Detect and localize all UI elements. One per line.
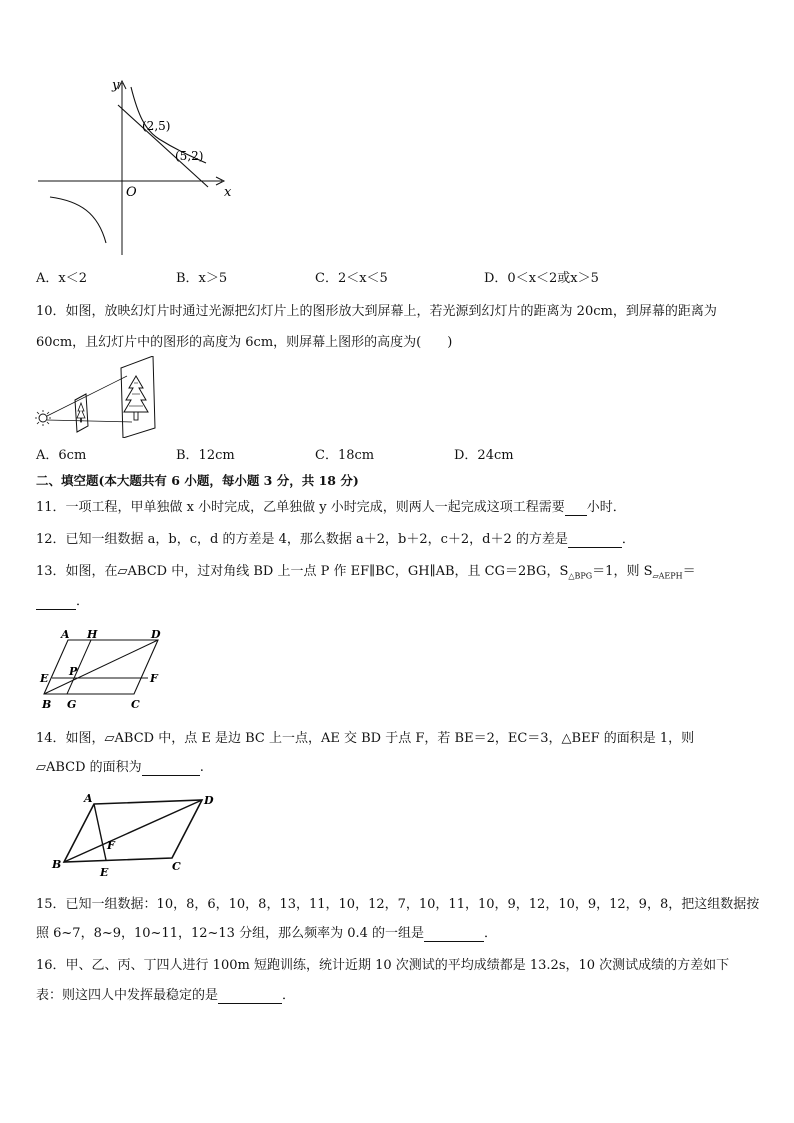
q11-line: [36, 500, 626, 516]
label-H: H: [87, 628, 98, 641]
label-D: D: [204, 794, 214, 807]
q9-option-d: D．0＜x＜2或x＞5: [484, 271, 599, 286]
point-label-b: (5,2): [175, 149, 204, 163]
q10-option-b: B．12cm: [176, 448, 235, 463]
projector-figure: [32, 356, 162, 438]
label-B: B: [42, 698, 52, 711]
label-A: A: [61, 628, 70, 641]
q12-text: 12．已知一组数据 a，b，c，d 的方差是 4，那么数据 a＋2，b＋2，c＋2，d＋2 的方差是: [36, 532, 568, 547]
label-F: F: [150, 672, 158, 685]
point-label-a: (2,5): [142, 119, 171, 133]
q11-text-end: 小时．: [586, 500, 626, 515]
label-C: C: [131, 698, 140, 711]
q15-text-end: ．: [484, 926, 498, 941]
section-2-title: 二、填空题(本大题共有 6 小题，每小题 3 分，共 18 分): [36, 473, 359, 488]
q15-line1: 15．已知一组数据：10，8，6，10，8，13，11，10，12，7，10，11，10，9，12，10，9，12，9，8，把这组数据按: [36, 897, 760, 912]
q15-answer-blank[interactable]: [424, 928, 484, 942]
q10-line2: 60cm，且幻灯片中的图形的高度为 6cm，则屏幕上图形的高度为( ): [36, 335, 453, 350]
function-graph: [30, 75, 245, 260]
q9-option-a: A．x＜2: [36, 271, 87, 286]
origin-label: O: [126, 185, 137, 200]
q16-line2: [36, 988, 295, 1004]
q14-answer-blank[interactable]: [142, 762, 200, 776]
q12-text-end: ．: [621, 532, 635, 547]
q13-sub1: △BPG: [568, 571, 593, 581]
q9-option-c: C．2＜x＜5: [315, 271, 388, 286]
q13-line2: [36, 594, 89, 610]
q15-line2: [36, 926, 497, 942]
q10-option-a: A．6cm: [36, 448, 87, 463]
q16-text: 表：则这四人中发挥最稳定的是: [36, 988, 219, 1003]
q10-option-c: C．18cm: [315, 448, 375, 463]
label-B: B: [52, 858, 62, 871]
label-F: F: [107, 839, 115, 852]
label-E: E: [100, 866, 109, 879]
q13-text: 13．如图，在▱ABCD 中，过对角线 BD 上一点 P 作 EF∥BC，GH∥AB，且 CG＝2BG，S: [36, 564, 569, 579]
q16-answer-blank[interactable]: [218, 990, 282, 1004]
label-P: P: [69, 665, 78, 678]
q16-line1: 16．甲、乙、丙、丁四人进行 100m 短跑训练，统计近期 10 次测试的平均成绩都是 13.2s，10 次测试成绩的方差如下: [36, 958, 730, 973]
q9-option-b: B．x＞5: [176, 271, 228, 286]
label-A: A: [84, 792, 93, 805]
label-D: D: [151, 628, 161, 641]
q14-line2: [36, 760, 204, 776]
parallelogram-figure-14: [46, 790, 226, 880]
q13-line2-end: ．: [76, 594, 90, 609]
q14-text-end: .: [199, 760, 204, 775]
label-G: G: [67, 698, 77, 711]
q10-line1: 10．如图，放映幻灯片时通过光源把幻灯片上的图形放大到屏幕上，若光源到幻灯片的距离为 20cm，到屏幕的距离为: [36, 304, 717, 319]
slide-panel: [75, 394, 88, 432]
q14-text: ▱ABCD 的面积为: [36, 760, 142, 775]
x-axis-label: x: [224, 185, 232, 200]
parallelogram-figure-13: [34, 626, 174, 712]
q15-text: 照 6~7，8~9，10~11，12~13 分组，那么频率为 0.4 的一组是: [36, 926, 425, 941]
q12-line: [36, 532, 635, 548]
q16-text-end: ．: [282, 988, 296, 1003]
q14-line1: 14．如图，▱ABCD 中，点 E 是边 BC 上一点，AE 交 BD 于点 F，若 BE＝2，EC＝3，△BEF 的面积是 1，则: [36, 731, 695, 746]
light-source-icon: [39, 414, 47, 422]
q10-option-d: D．24cm: [454, 448, 514, 463]
q13-text-end: ＝: [682, 564, 696, 579]
q11-text: 11．一项工程，甲单独做 x 小时完成，乙单独做 y 小时完成，则两人一起完成这项工程需要: [36, 500, 565, 515]
q13-answer-blank[interactable]: [36, 596, 76, 610]
y-axis-label: y: [112, 78, 120, 93]
q13-sub2: ▱AEPH: [652, 571, 683, 581]
q13-text-mid: ＝1，则 S: [592, 564, 653, 579]
q13-line1: [36, 564, 696, 585]
label-C: C: [172, 860, 181, 873]
label-E: E: [40, 672, 49, 685]
q11-answer-blank[interactable]: [565, 502, 587, 516]
q12-answer-blank[interactable]: [568, 534, 622, 548]
